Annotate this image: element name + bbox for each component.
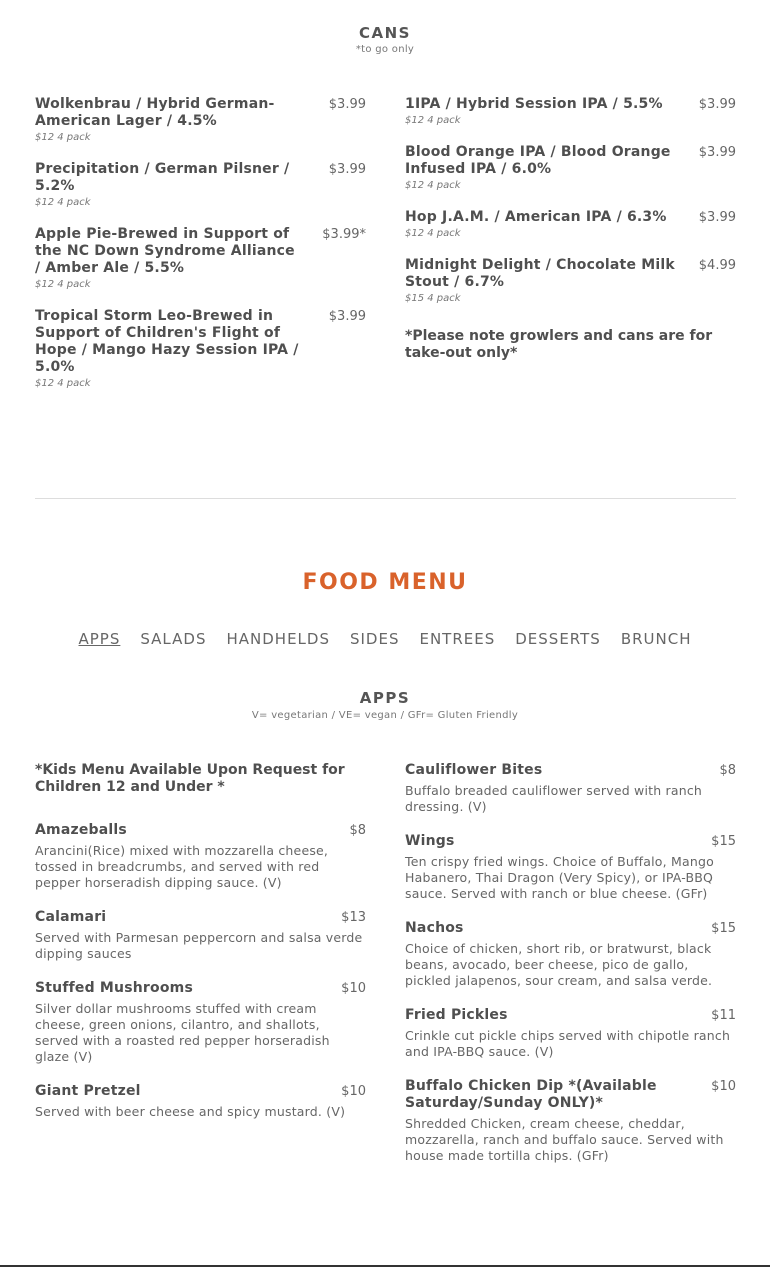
menu-item-price: $10 — [711, 1079, 736, 1094]
can-price: $3.99 — [698, 145, 736, 160]
can-item — [35, 161, 366, 208]
menu-item — [405, 1078, 736, 1164]
tab-apps[interactable]: APPS — [78, 630, 121, 648]
menu-item-desc: Choice of chicken, short rib, or bratwurst, black beans, avocado, beer cheese, pico de gallo, pickled jalapenos, sour cream, and salsa verde. — [405, 941, 713, 988]
cans-columns — [35, 96, 736, 407]
can-item — [405, 257, 736, 304]
can-price: $4.99 — [698, 258, 736, 273]
menu-item-name: Giant Pretzel — [35, 1083, 141, 1099]
menu-item-desc: Served with Parmesan peppercorn and salsa verde dipping sauces — [35, 930, 363, 961]
menu-item-price: $13 — [341, 910, 366, 925]
can-name: Hop J.A.M. / American IPA / 6.3% — [405, 209, 667, 225]
menu-item-price: $10 — [341, 1084, 366, 1099]
menu-item-name: Fried Pickles — [405, 1007, 508, 1023]
can-pack: $12 4 pack — [405, 180, 461, 191]
menu-item — [35, 1083, 366, 1120]
can-name: 1IPA / Hybrid Session IPA / 5.5% — [405, 96, 663, 112]
apps-legend: V= vegetarian / VE= vegan / GFr= Gluten Friendly — [251, 710, 519, 721]
can-item — [35, 308, 366, 389]
apps-right-column — [405, 762, 736, 1182]
menu-item-desc: Buffalo breaded cauliflower served with ranch dressing. (V) — [405, 783, 703, 814]
can-pack: $15 4 pack — [405, 293, 461, 304]
cans-right-column — [405, 96, 736, 407]
cans-header — [0, 24, 770, 55]
can-item — [35, 96, 366, 143]
menu-item — [35, 909, 366, 962]
tab-sides[interactable]: SIDES — [349, 630, 400, 648]
tab-handhelds[interactable]: HANDHELDS — [226, 630, 330, 648]
can-price: $3.99* — [322, 227, 366, 242]
can-price: $3.99 — [698, 97, 736, 112]
can-name: Midnight Delight / Chocolate Milk Stout / 6.7% — [405, 257, 675, 290]
menu-item-price: $11 — [711, 1008, 736, 1023]
can-name: Precipitation / German Pilsner / 5.2% — [35, 161, 290, 194]
can-item — [405, 144, 736, 191]
can-pack: $12 4 pack — [35, 279, 91, 290]
can-item — [405, 209, 736, 239]
apps-header — [0, 689, 770, 721]
menu-item-name: Cauliflower Bites — [405, 762, 543, 778]
tab-salads[interactable]: SALADS — [140, 630, 207, 648]
can-pack: $12 4 pack — [35, 197, 91, 208]
menu-item — [405, 1007, 736, 1060]
can-item — [35, 226, 366, 290]
food-menu-tabs — [0, 630, 770, 650]
menu-item — [35, 980, 366, 1065]
apps-columns — [35, 762, 736, 1182]
can-price: $3.99 — [328, 309, 366, 324]
menu-item-desc: Ten crispy fried wings. Choice of Buffalo, Mango Habanero, Thai Dragon (Very Spicy), or IPA-BBQ sauce. Served with ranch or blue cheese. (GFr) — [405, 854, 714, 901]
can-pack: $12 4 pack — [405, 115, 461, 126]
can-name: Apple Pie-Brewed in Support of the NC Down Syndrome Alliance / Amber Ale / 5.5% — [35, 226, 295, 276]
can-price: $3.99 — [328, 97, 366, 112]
menu-item — [405, 833, 736, 902]
menu-item-price: $8 — [719, 763, 736, 778]
menu-item-price: $15 — [711, 921, 736, 936]
menu-item-name: Stuffed Mushrooms — [35, 980, 193, 996]
tab-desserts[interactable]: DESSERTS — [515, 630, 601, 648]
can-pack: $12 4 pack — [35, 378, 91, 389]
menu-item — [35, 822, 366, 891]
can-name: Wolkenbrau / Hybrid German-American Lager / 4.5% — [35, 96, 275, 129]
menu-item-desc: Shredded Chicken, cream cheese, cheddar, mozzarella, ranch and buffalo sauce. Served with house made tortilla chips. (GFr) — [405, 1116, 724, 1163]
can-name: Blood Orange IPA / Blood Orange Infused IPA / 6.0% — [405, 144, 671, 177]
cans-left-column — [35, 96, 366, 407]
menu-item-name: Wings — [405, 833, 455, 849]
can-pack: $12 4 pack — [35, 132, 91, 143]
menu-item — [405, 762, 736, 815]
menu-item-name: Nachos — [405, 920, 464, 936]
cans-takeout-note: *Please note growlers and cans are for take-out only* — [405, 328, 713, 361]
menu-item-desc: Arancini(Rice) mixed with mozzarella cheese, tossed in breadcrumbs, and served with red pepper horseradish dipping sauce. (V) — [35, 843, 329, 890]
tab-entrees[interactable]: ENTREES — [419, 630, 496, 648]
food-menu-title: FOOD MENU — [302, 570, 468, 595]
menu-item-name: Buffalo Chicken Dip *(Available Saturday/Sunday ONLY)* — [405, 1078, 657, 1111]
menu-item-name: Calamari — [35, 909, 107, 925]
menu-item-desc: Crinkle cut pickle chips served with chipotle ranch and IPA-BBQ sauce. (V) — [405, 1028, 731, 1059]
apps-left-column — [35, 762, 366, 1182]
menu-item-price: $10 — [341, 981, 366, 996]
can-price: $3.99 — [328, 162, 366, 177]
menu-item-name: Amazeballs — [35, 822, 127, 838]
tab-brunch[interactable]: BRUNCH — [620, 630, 692, 648]
menu-item-desc: Served with beer cheese and spicy mustard. (V) — [35, 1104, 346, 1119]
section-divider — [35, 498, 736, 499]
menu-item-price: $8 — [349, 823, 366, 838]
apps-title: APPS — [359, 689, 411, 707]
kids-menu-note: *Kids Menu Available Upon Request for Children 12 and Under * — [35, 762, 345, 795]
can-name: Tropical Storm Leo-Brewed in Support of Children's Flight of Hope / Mango Hazy Session IPA / 5.0% — [35, 308, 299, 375]
can-price: $3.99 — [698, 210, 736, 225]
cans-subtitle: *to go only — [355, 44, 415, 55]
can-item — [405, 96, 736, 126]
cans-title: CANS — [359, 24, 411, 42]
menu-item-price: $15 — [711, 834, 736, 849]
menu-item-desc: Silver dollar mushrooms stuffed with cream cheese, green onions, cilantro, and shallots, served with a roasted red pepper horseradish glaze (V) — [35, 1001, 330, 1064]
can-pack: $12 4 pack — [405, 228, 461, 239]
menu-item — [405, 920, 736, 989]
